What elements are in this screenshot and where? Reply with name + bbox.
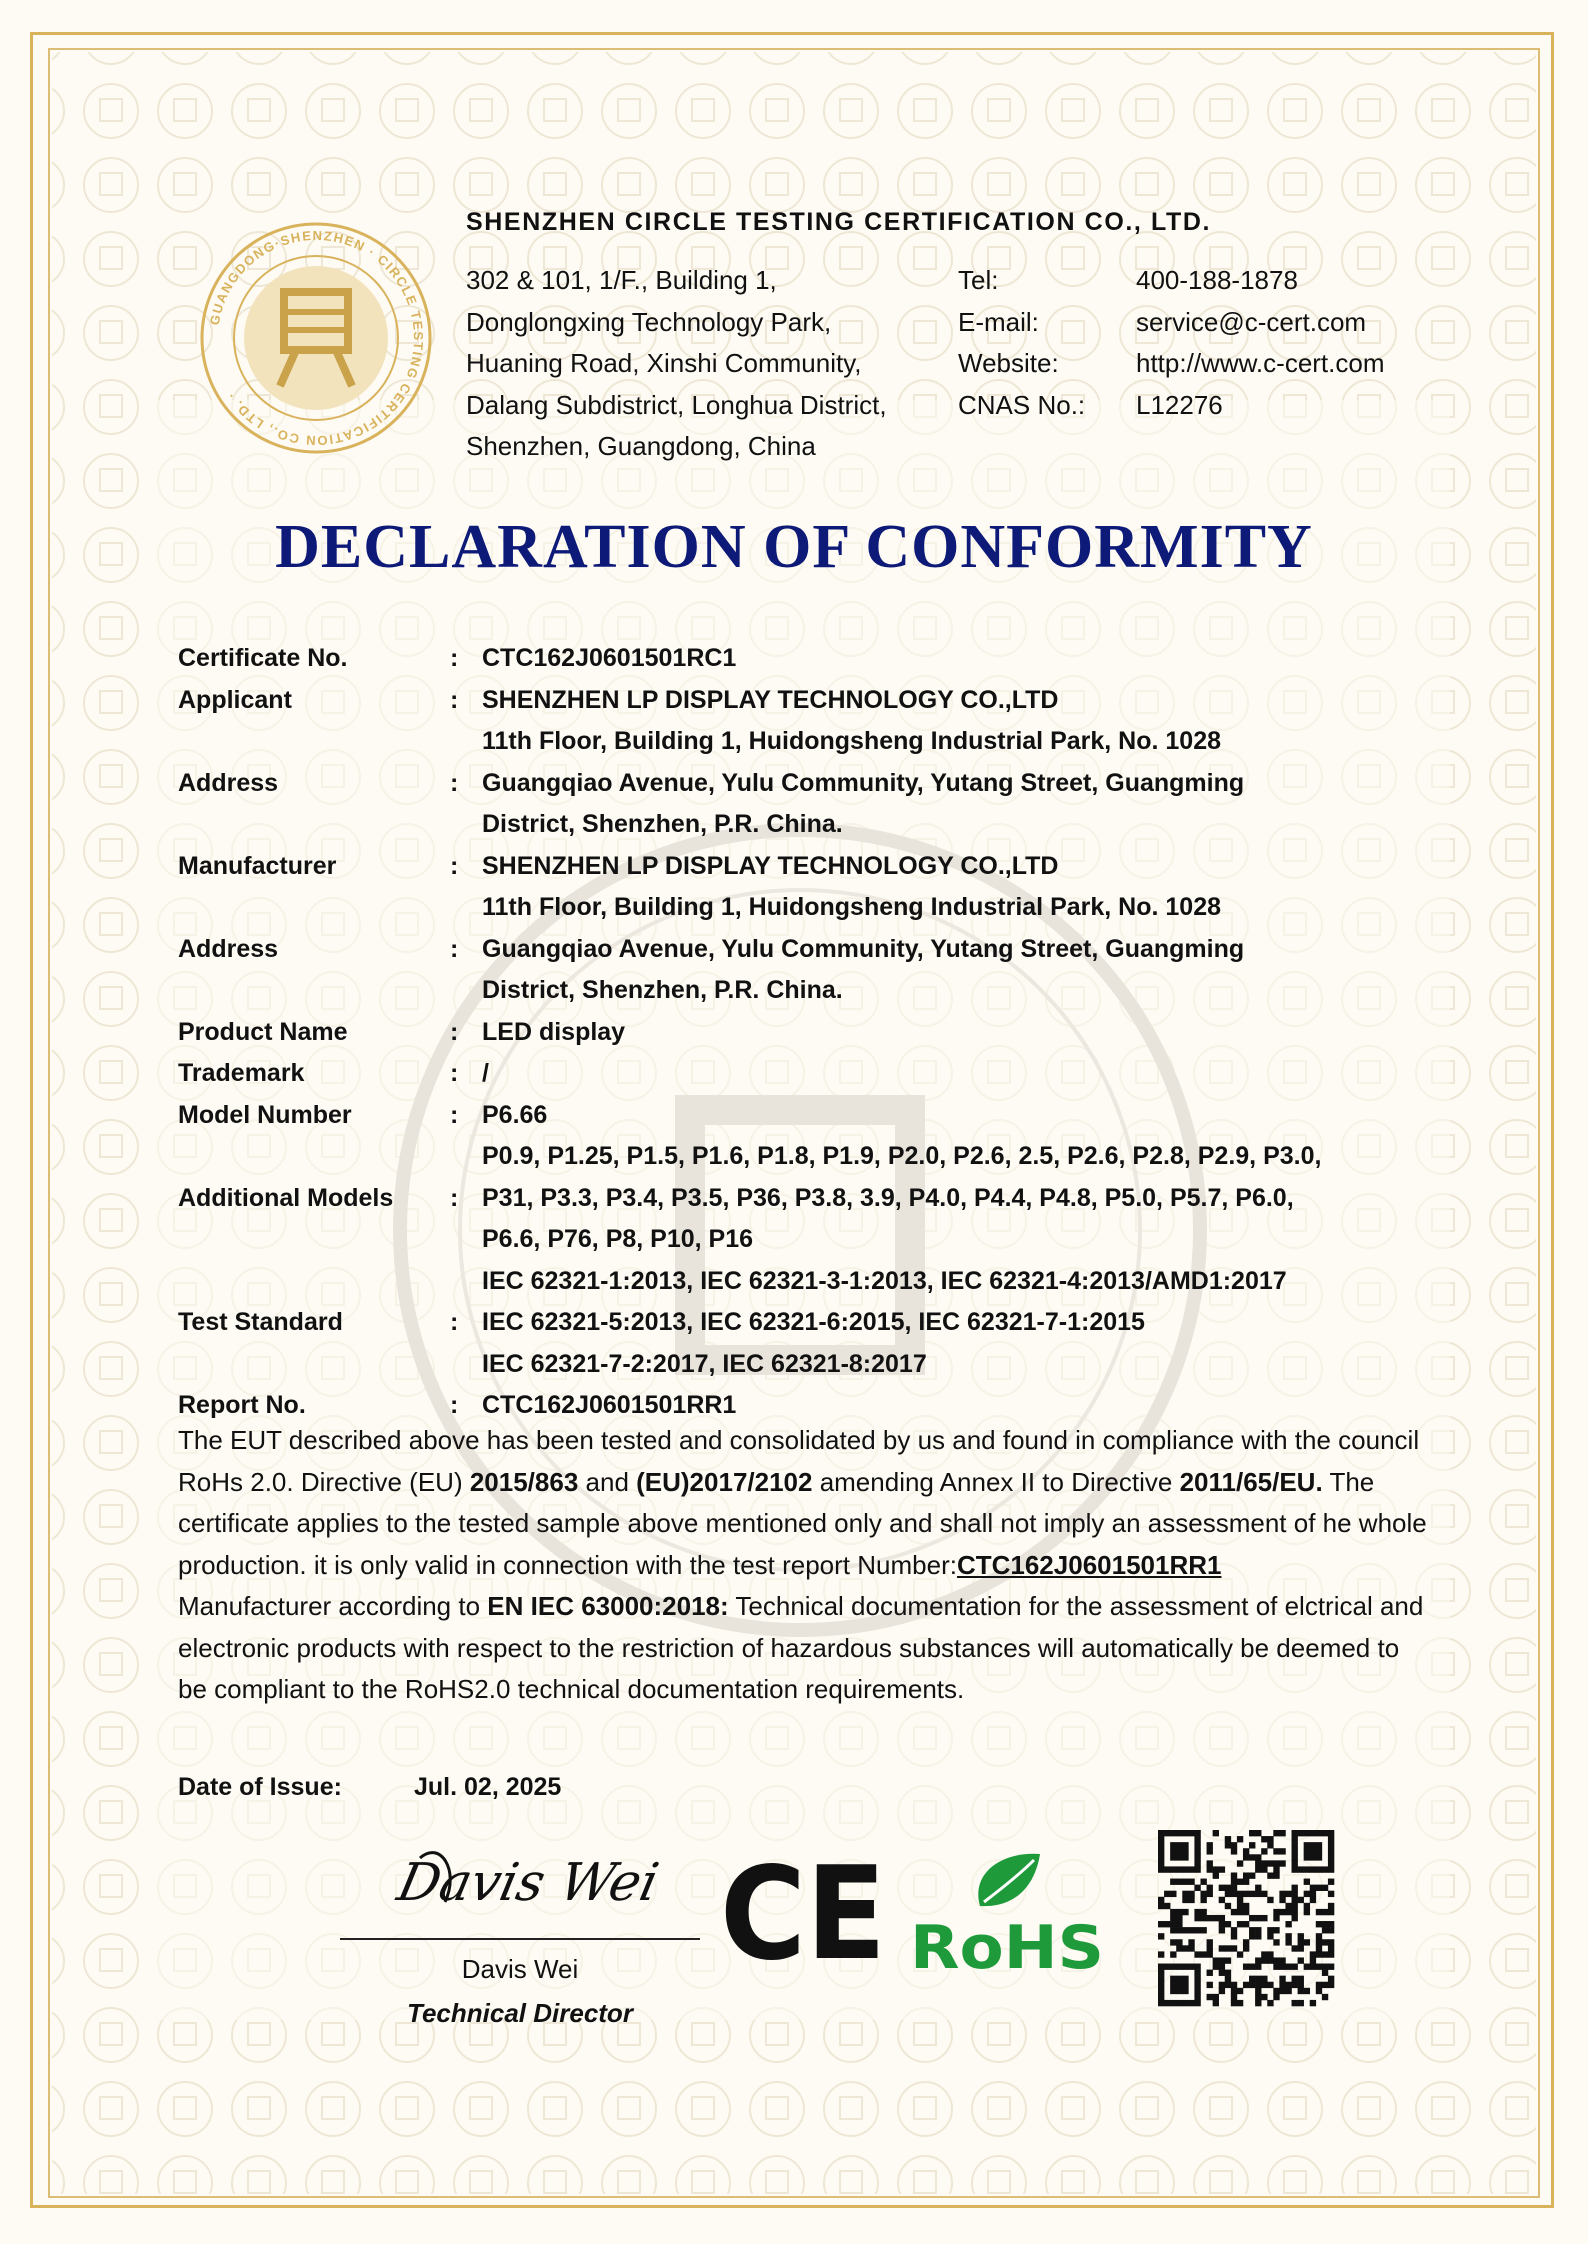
contact-value: 400-188-1878: [1136, 265, 1298, 295]
field-value-line: Guangqiao Avenue, Yulu Community, Yutang Street, Guangming: [482, 934, 1245, 963]
compliance-paragraph: The EUT described above has been tested and consolidated by us and found in compliance with the council RoHs 2.0. Directive (EU) 2015/863 and (EU)2017/2102 amending Annex II to Directive 2011/65/EU. The certificate applies to the tested sample above mentioned only and shall not imply an assessment of he whole production. it is only valid in connection with the test report Number:CTC162J0601501RR1: [178, 1425, 1427, 1580]
address-line: 302 & 101, 1/F., Building 1,: [466, 265, 777, 295]
contact-label: Tel:: [958, 265, 999, 295]
field-colon: :: [450, 934, 459, 963]
contact-row-website: [958, 343, 1438, 385]
date-label: Date of Issue:: [178, 1773, 342, 1801]
contact-value: L12276: [1136, 389, 1223, 420]
field-row: [178, 1261, 1438, 1386]
field-value-line: District, Shenzhen, P.R. China.: [482, 810, 843, 838]
handwritten-signature: [392, 1830, 664, 1930]
field-row: [178, 638, 1438, 680]
field-value: [482, 846, 1412, 888]
signer-title: Technical Director: [407, 1998, 633, 2028]
field-row: [178, 846, 1438, 888]
field-row: [178, 887, 1438, 1012]
field-value-line: P6.66: [482, 1100, 548, 1129]
field-label: Address: [178, 934, 279, 963]
field-value: [482, 1095, 1412, 1137]
field-colon: :: [450, 768, 459, 797]
company-address: [466, 260, 946, 468]
field-row: [178, 1053, 1438, 1095]
svg-text:Davis Wei: Davis Wei: [392, 1852, 664, 1913]
contact-label: Website:: [958, 348, 1059, 379]
field-label: Trademark: [178, 1059, 305, 1087]
contact-value: http://www.c-cert.com: [1136, 348, 1385, 379]
field-value: [482, 638, 1412, 680]
field-label: Manufacturer: [178, 851, 337, 880]
field-value: [482, 1012, 1412, 1054]
field-value-line: CTC162J0601501RR1: [482, 1391, 737, 1419]
svg-text:GUANGDONG·SHENZHEN · CIRCLE TE: GUANGDONG·SHENZHEN · CIRCLE TESTING CERTIFICATION CO., LTD. ·: [206, 227, 427, 449]
field-value-line: 11th Floor, Building 1, Huidongsheng Industrial Park, No. 1028: [482, 893, 1222, 921]
address-line: Shenzhen, Guangdong, China: [466, 431, 816, 462]
field-value-line: /: [482, 1059, 489, 1087]
field-colon: :: [450, 851, 459, 880]
field-value-line: 11th Floor, Building 1, Huidongsheng Industrial Park, No. 1028: [482, 727, 1222, 755]
field-value-line: Guangqiao Avenue, Yulu Community, Yutang Street, Guangming: [482, 768, 1245, 797]
report-number-link: CTC162J0601501RR1: [956, 1549, 1222, 1580]
field-colon: :: [450, 1100, 459, 1129]
field-label: Address: [178, 768, 279, 797]
date-of-issue: [178, 1773, 561, 1802]
contact-value: service@c-cert.com: [1136, 306, 1367, 337]
field-value-line: SHENZHEN LP DISPLAY TECHNOLOGY CO.,LTD: [482, 685, 1059, 714]
field-value: [482, 1136, 1412, 1261]
field-value: [482, 887, 1412, 1012]
field-value-line: IEC 62321-5:2013, IEC 62321-6:2015, IEC 62321-7-1:2015: [482, 1308, 1145, 1336]
field-colon: :: [450, 1059, 459, 1087]
field-colon: :: [450, 685, 459, 714]
field-value-line: District, Shenzhen, P.R. China.: [482, 976, 843, 1004]
company-seal-logo: [196, 218, 436, 458]
field-row: [178, 1012, 1438, 1054]
field-label: Applicant: [178, 685, 292, 714]
contact-row-tel: [958, 260, 1438, 302]
signature-line: [340, 1938, 700, 1940]
field-value-line: IEC 62321-1:2013, IEC 62321-3-1:2013, IEC 62321-4:2013/AMD1:2017: [482, 1266, 1287, 1295]
field-value-line: IEC 62321-7-2:2017, IEC 62321-8:2017: [482, 1349, 927, 1378]
field-label: Additional Models: [178, 1183, 394, 1212]
address-line: Dalang Subdistrict, Longhua District,: [466, 389, 887, 420]
field-value: [482, 1053, 1412, 1095]
field-row: [178, 1136, 1438, 1261]
field-colon: :: [450, 1391, 459, 1419]
field-value-line: P6.6, P76, P8, P10, P16: [482, 1225, 754, 1253]
ce-mark-logo: [720, 1840, 890, 1989]
field-label: Certificate No.: [178, 644, 348, 672]
company-contact: [958, 260, 1438, 426]
company-name: SHENZHEN CIRCLE TESTING CERTIFICATION CO., LTD.: [466, 208, 1212, 236]
address-line: Huaning Road, Xinshi Community,: [466, 348, 862, 379]
field-colon: :: [450, 1308, 459, 1336]
field-row: [178, 721, 1438, 846]
field-value: [482, 1261, 1412, 1386]
signer-name: Davis Wei: [461, 1954, 579, 1984]
contact-label: E-mail:: [958, 306, 1039, 337]
contact-row-cnas: [958, 385, 1438, 427]
field-row: [178, 1095, 1438, 1137]
field-label: Test Standard: [178, 1308, 343, 1336]
field-value-line: CTC162J0601501RC1: [482, 644, 737, 672]
field-colon: :: [450, 644, 459, 672]
address-line: Donglongxing Technology Park,: [466, 306, 832, 337]
svg-text:RoHS: RoHS: [910, 1913, 1104, 1983]
company-header: [466, 208, 1446, 462]
certificate-fields: [178, 638, 1438, 1427]
svg-text:CE: CE: [720, 1840, 886, 1989]
field-colon: :: [450, 1183, 459, 1212]
field-value: [482, 721, 1412, 846]
field-label: Product Name: [178, 1017, 348, 1046]
standard-paragraph: Manufacturer according to EN IEC 63000:2018: Technical documentation for the assessment of elctrical and electronic products with respect to the restriction of hazardous substances will automatically be deemed to be compliant to the RoHS2.0 technical documentation requirements.: [178, 1591, 1424, 1704]
field-value-line: P31, P3.3, P3.4, P3.5, P36, P3.8, 3.9, P4.0, P4.4, P4.8, P5.0, P5.7, P6.0,: [482, 1183, 1294, 1212]
contact-label: CNAS No.:: [958, 389, 1086, 420]
field-value-line: SHENZHEN LP DISPLAY TECHNOLOGY CO.,LTD: [482, 851, 1059, 880]
field-row: [178, 680, 1438, 722]
field-label: Report No.: [178, 1391, 306, 1419]
field-colon: :: [450, 1017, 459, 1046]
field-value: [482, 680, 1412, 722]
document-title: DECLARATION OF CONFORMITY: [275, 513, 1313, 581]
rohs-mark-logo: [910, 1846, 1110, 1983]
field-value-line: P0.9, P1.25, P1.5, P1.6, P1.8, P1.9, P2.0, P2.6, 2.5, P2.6, P2.8, P2.9, P3.0,: [482, 1142, 1322, 1170]
field-label: Model Number: [178, 1100, 352, 1129]
declaration-text: [178, 1420, 1428, 1711]
contact-row-email: [958, 302, 1438, 344]
qr-code[interactable]: [1158, 1830, 1334, 2006]
field-value-line: LED display: [482, 1017, 626, 1046]
date-value: Jul. 02, 2025: [414, 1773, 562, 1801]
